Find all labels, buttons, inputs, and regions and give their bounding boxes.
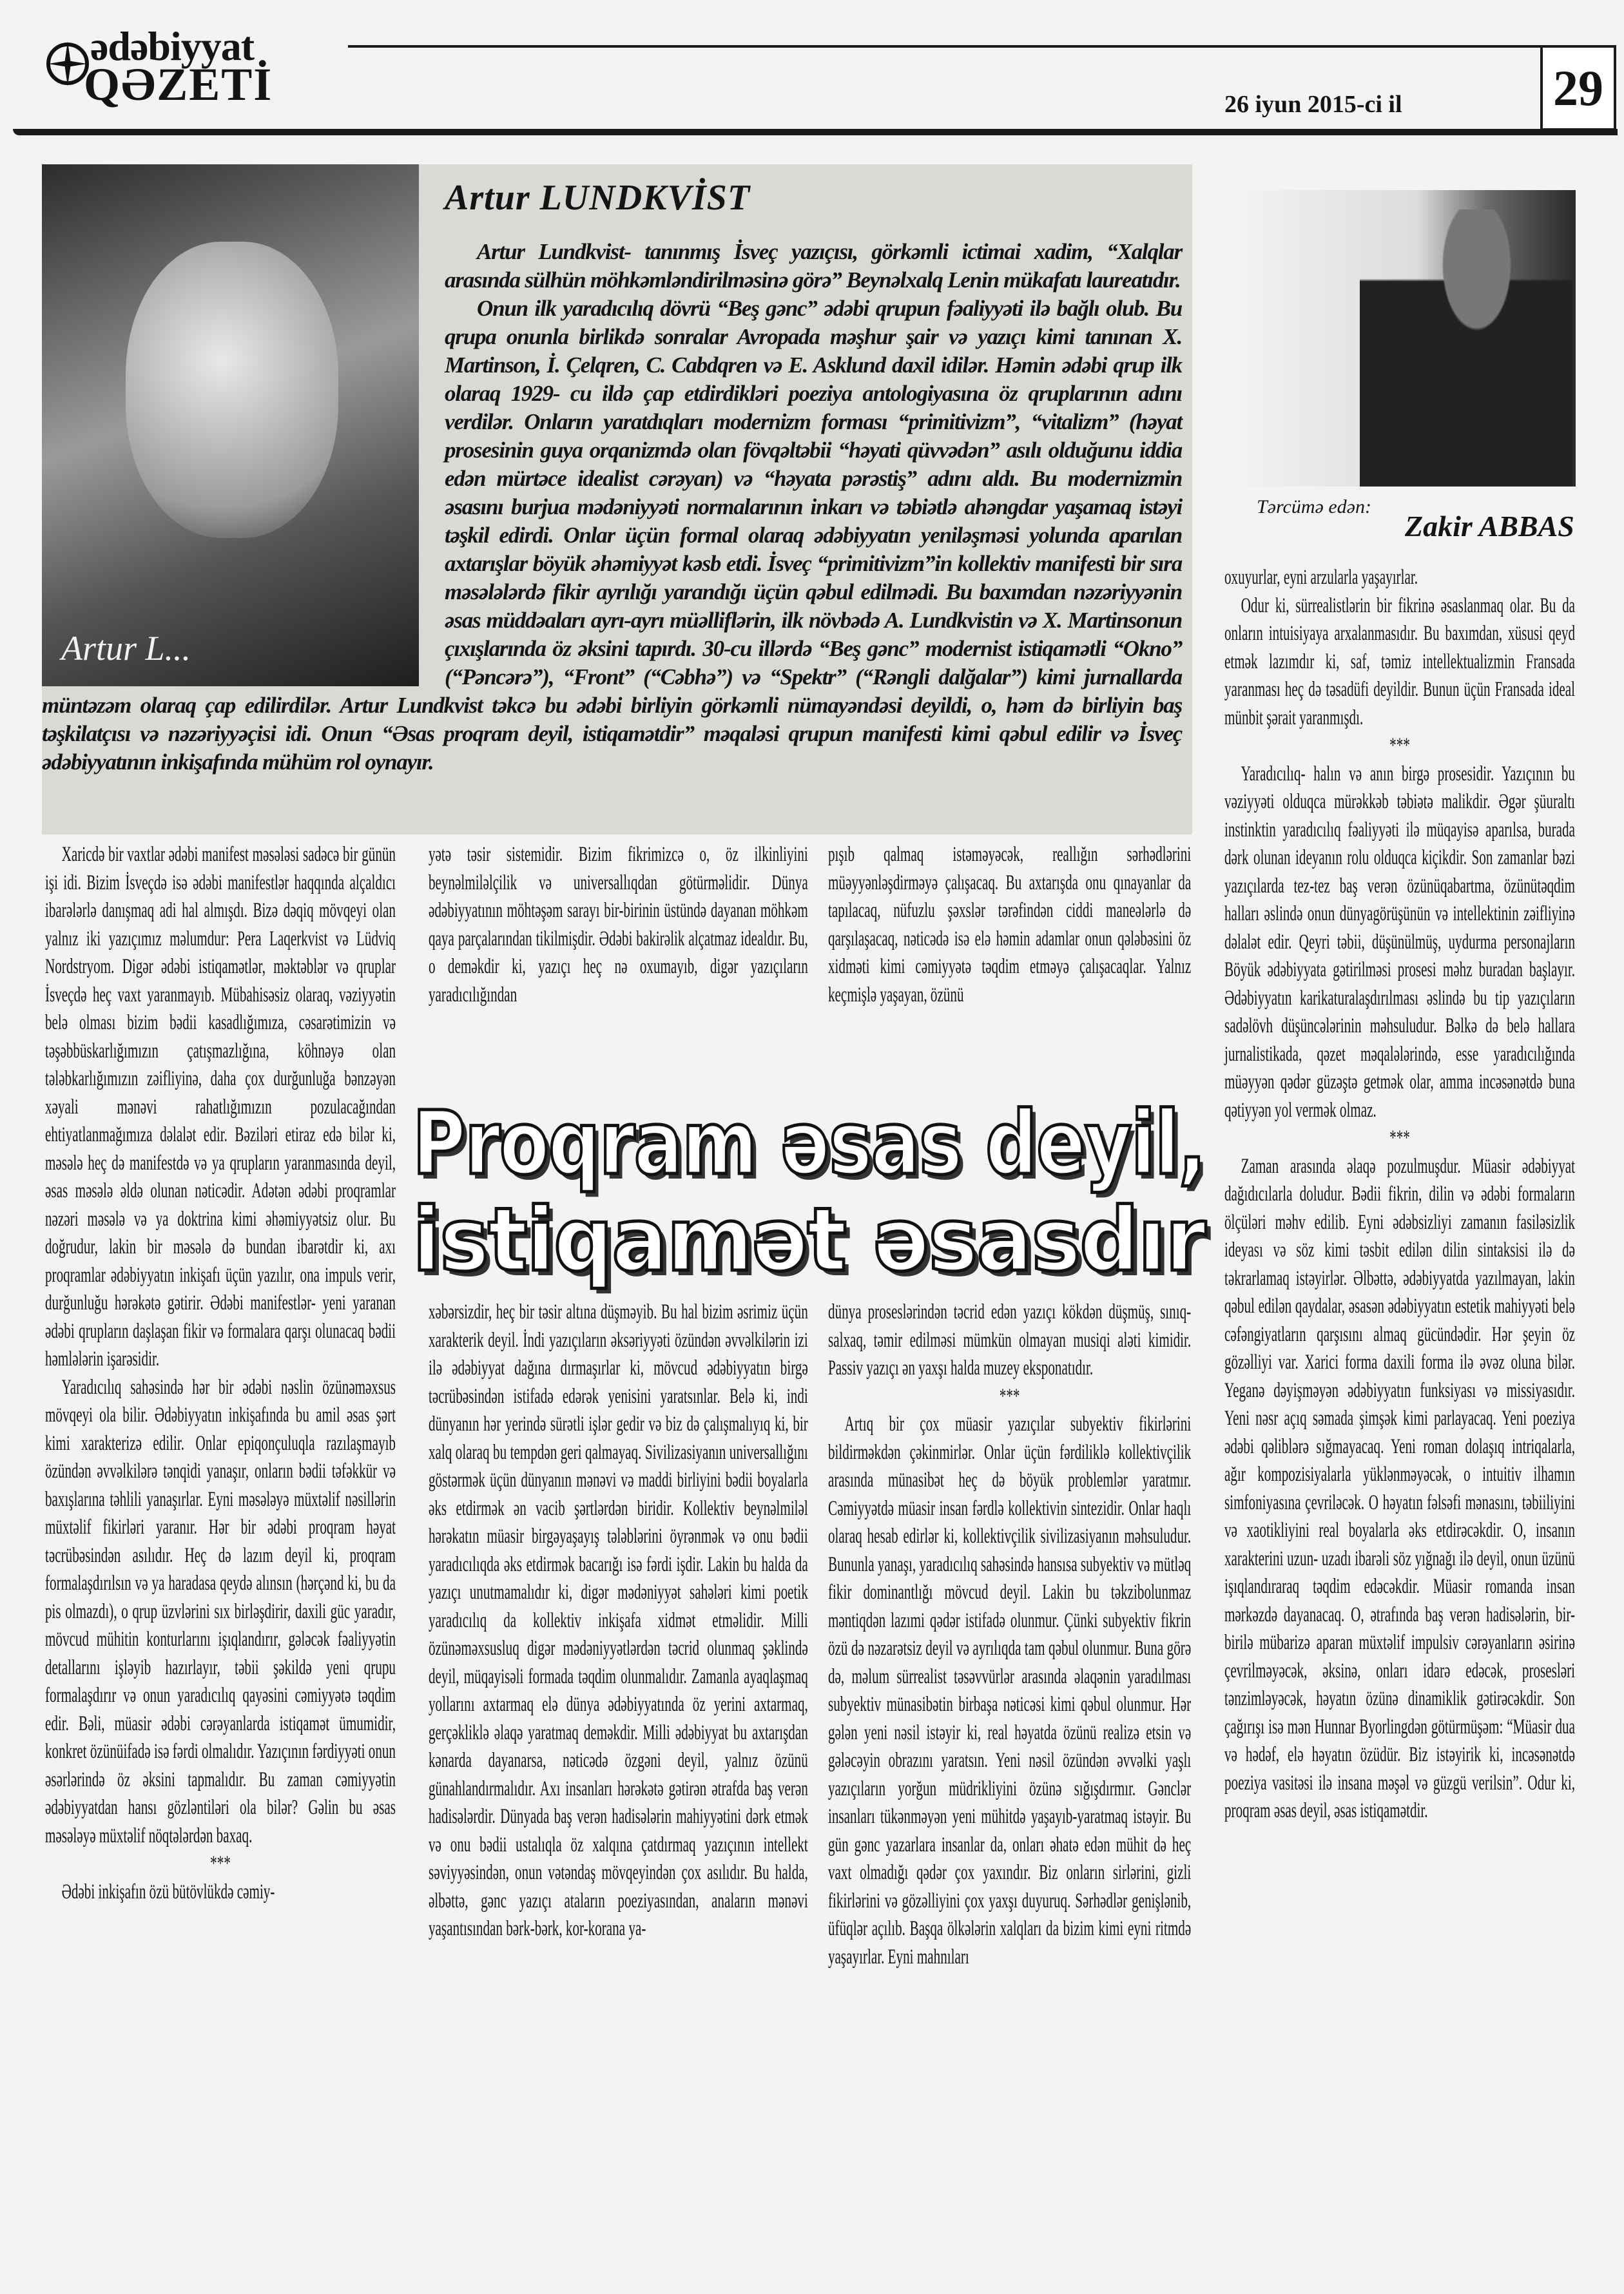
- column-1: [45, 841, 396, 1906]
- column-2-top: [429, 841, 808, 1009]
- logo-line-1: ədəbiyyat: [90, 23, 255, 69]
- title-line-2: istiqamət əsasdır: [412, 1190, 1205, 1291]
- author-signature: Artur L...: [61, 629, 191, 668]
- header-rule-thick: [13, 129, 1618, 135]
- paragraph: Yaradıcılıq- halın və anın birgə prosesidir. Yazıçının bu vəziyyəti olduqca mürəkkəb təbiətə malikdir. Əgər şüuraltı instinktin yaradıcılıq fəaliyyəti ilə müqayisə aparılsa, burada dərk olunan ideyanın rolu olduqca kiçikdir. Son zamanlar bəzi yazıçılarda tez-tez baş verən özünüqabartma, özünütəqdim halları əslində onun dünyagörüşünün və intellektinin zəifliyinə dəlalət edir. Qeyri təbii, düşünülmüş, uydurma personajların Böyük ədəbiyyata gətirilməsi prosesi məhz buradan başlayır. Ədəbiyyatın karikaturalaşdırılması əslində bu tip yazıçıların sadəlövh düşüncələrinin məhsuludur. Bəlkə də belə hallara jurnalistikada, qəzet məqalələrində, esse yaradıcılığında müəyyən qədər güzəştə getmək olar, amma incəsənətdə buna qətiyyən yol vermək olmaz.: [1224, 762, 1575, 1122]
- paragraph: xəbərsizdir, heç bir təsir altına düşməyib. Bu hal bizim əsrimiz üçün xarakterik deyil. İndi yazıçıların əksəriyyəti özündən əvvəlkilərin izi ilə ədəbiyyat dağına dırmaşırlar ki, mövcud ədəbiyyatın birgə təcrübəsindən istifadə edərək yenisini yaratsınlar. Belə ki, indi dünyanın hər yerində sürətli işlər gedir və biz də çalışmalıyıq ki, bir xalq olaraq bu tempdən geri qalmayaq. Sivilizasiyanın universallığını göstərmək üçün dünyanın mənəvi və maddi birliyini bədii boyalarla əks etdirmək ən vacib şərtlərdən biridir. Kollektiv beynəlmiləl hərəkatın müasir birgəyaşayış tələblərini öyrənmək və onu bədii yaradıcılıqda əks etdirmək bacarığı isə fərdi işdir. Lakin bu halda da yazıçı unutmamalıdır ki, digər mədəniyyət sahələri kimi poetik yaradıcılıq da kollektiv inkişafa xidmət etməlidir. Milli özünəməxsusluq digər mədəniyyətlərdən təcrid olunmaq şəklində deyil, müqayisəli formada təqdim olunmalıdır. Zamanla ayaqlaşmaq yollarını axtarmaq elə dünya ədəbiyyatında öz yerini axtarmaq, gerçəkliklə əlaqə yaratmaq deməkdir. Milli ədəbiyyat bu axtarışdan kənarda dayanarsa, nəticədə özgəni deyil, yalnız özünü günahlandırmalıdır. Axı insanları hərəkətə gətirən ətrafda baş verən hadisələrdir. Dünyada baş verən hadisələrin mahiyyətini dərk etmək və onu bədii ustalıqla öz xalqına çatdırmaq yazıçının intellekt səviyyəsindən, onun vətəndaş mövqeyindən çox asılıdır. Bu halda, əlbəttə, gənc yazıçı ataların poeziyasından, anaların mənəvi yaşantısından bərk-bərk, kor-korana ya-: [429, 1300, 808, 1940]
- column-2-bottom: [429, 1298, 808, 1943]
- paragraph: Odur ki, sürrealistlərin bir fikrinə əsaslanmaq olar. Bu da onların intuisiyaya arxalanmasıdır. Bu baxımdan, xüsusi qeyd etmək lazımdır ki, saf, təmiz intellektualizmin Fransada yaranması heç də təsadüfi deyildir. Bunun üçün Fransada ideal münbit şərait yaranmışdı.: [1224, 593, 1575, 729]
- paragraph: pışıb qalmaq istəməyəcək, reallığın sərhədlərini müəyyənləşdirməyə çalışacaq. Bu axtarışda onu qınayanlar da tapılacaq, nüfuzlu şəxslər tərəfindən ciddi maneələrlə də qarşılaşacaq, nəticədə isə elə həmin adamlar onun qələbəsini öz xidməti kimi cəmiyyətə təqdim etməyə çalışacaqlar. Yalnız keçmişlə yaşayan, özünü: [828, 843, 1192, 1007]
- author-photo: [42, 164, 419, 686]
- newspaper-logo: [45, 23, 342, 110]
- intro-box: [42, 164, 1192, 834]
- translator-label: Tərcümə edən:: [1257, 496, 1371, 517]
- header-rule: [348, 45, 1540, 48]
- translator-name: Zakir ABBAS: [1405, 510, 1574, 543]
- section-separator: ***: [999, 1384, 1020, 1408]
- section-separator: ***: [1389, 734, 1410, 757]
- author-face: [126, 242, 338, 538]
- section-separator: ***: [1389, 1126, 1410, 1150]
- title-line-1: Proqram əsas deyil,: [412, 1093, 1205, 1195]
- paragraph: Artıq bir çox müasir yazıçılar subyektiv fikirlərini bildirməkdən çəkinmirlər. Onlar üçün fərdiliklə kollektivçilik arasında münasibət heç də böyük problemlər yaratmır. Cəmiyyətdə müasir insan fərdlə kollektivin sintezidir. Onlar haqlı olaraq hesab edirlər ki, kollektivçilik sivilizasiyanın məhsuludur. Bununla yanaşı, yaradıcılıq sahəsində hansısa subyektiv və mütləq fikir dominantlığı mövcud deyil. Lakin bu təkzibolunmaz məntiqdən lazımi qədər istifadə olunmur. Çünki subyektiv fikrin özü də nəzarətsiz deyil və ayrılıqda tam qəbul olunmur. Buna görə də, məlum sürrealist təsəvvürlər arasında əlaqənin yaradılması subyektiv münasibətin birbaşa nəticəsi kimi qəbul olunmur. Hər gələn yeni nəsil istəyir ki, real həyatda özünü realizə etsin və gələcəyin obrazını yaratsın. Yeni nəsil özündən əvvəlki yaşlı yazıçıların yorğun müdrikliyini özünə sığışdırmır. Gənclər insanları tükənməyən yeni mühitdə yaşayıb-yaratmaq istəyir. Bu gün gənc yazarlara insanlar da, onları əhatə edən mühit də heç vaxt olmadığı qədər çox yaxındır. Biz onların sirlərini, gizli fikirlərini və gözəlliyini çox yaxşı duyuruq. Sərhədlər genişlənib, üfüqlər açılıb. Başqa ölkələrin xalqları da bizim kimi eyni ritmdə yaşayırlar. Eyni mahnıları: [828, 1412, 1192, 1969]
- column-3-top: [828, 841, 1191, 1009]
- paragraph: oxuyurlar, eyni arzularla yaşayırlar.: [1224, 566, 1418, 589]
- intro-paragraph: Artur Lundkvist- tanınmış İsveç yazıçısı, görkəmli ictimai xadim, “Xalqlar arasında sülhün möhkəmləndirilməsinə görə” Beynəlxalq Lenin mükafatı laureatıdır.: [445, 239, 1182, 293]
- translator-figure: [1360, 209, 1572, 487]
- article-title: [412, 1095, 1205, 1289]
- translator-photo: [1224, 190, 1576, 487]
- column-4: [1224, 564, 1575, 1826]
- page-number: 29: [1540, 45, 1616, 131]
- issue-date: 26 iyun 2015-ci il: [1224, 91, 1402, 118]
- logo-line-2: QƏZETİ: [84, 59, 273, 110]
- paragraph: Ədəbi inkişafın özü bütövlükdə cəmiy-: [61, 1880, 275, 1904]
- author-name: Artur LUNDKVİST: [445, 178, 751, 218]
- paragraph: yətə təsir sistemidir. Bizim fikrimizcə o, öz ilkinliyini beynəlmiləlçilik və universallıqdan götürməlidir. Dünya ədəbiyyatının möhtəşəm sarayı bir-birinin üstündə dayanan möhkəm qaya parçalarından tikilmişdir. Ədəbi bakirəlik alçatmaz idealdır. Bu, o deməkdir ki, yazıçı heç nə oxumayıb, digər yazıçıların yaradıcılığından: [429, 843, 808, 1007]
- paragraph: Zaman arasında əlaqə pozulmuşdur. Müasir ədəbiyyat dağıdıcılarla doludur. Bədii fikrin, dilin və ədəbi formaların ölçüləri məhv edilib. Eyni ədəbsizliyi zamanın fasiləsizlik ideyası və söz kimi təsbit edilən dilin sintaksisi ilə də təkrarlamaq istəyirlər. Əlbəttə, ədəbiyyatda yazılmayan, lakin qəbul edilən qaydalar, əsasən ədəbiyyatın estetik mahiyyəti belə cəfəngiyatların qarşısını almaq gücündədir. Hər şeyin öz gözəlliyi var. Xarici forma daxili forma ilə əvəz oluna bilər. Yeganə dəyişməyən ədəbiyyatın funksiyası və missiyasıdır. Yeni nəsr açıq səmada şimşək kimi parlayacaq. Yeni poeziya ədəbi qəliblərə sığmayacaq. Yeni roman dolaşıq intriqalarla, ağır kompozisiyalarla yüklənməyəcək, o intuitiv ilhamın simfoniyasına çevriləcək. O həyatın fəlsəfi mənasını, təbiiliyini və xaotikliyini real boyalarla əks etdirəcəkdir. O, insanın xarakterini uzun- uzadı ibarəli söz yığnağı ilə deyil, onun üzünü işıqlandıraraq təqdim edəcəkdir. Müasir romanda insan mərkəzdə dayanacaq. O, ətrafında baş verən hadisələrin, bir-birilə mübarizə aparan müxtəlif impulsiv cərəyanların əsirinə çevrilməyəcək, əksinə, onları idarə edəcək, prosesləri tənzimləyəcək, həyatın özünə dinamiklik gətirəcəkdir. Son çağırışı isə mən Hunnar Byorlingdən götürmüşəm: “Müasir dua və hədəf, elə həyatın özüdür. Biz istəyirik ki, incəsənətdə poeziya vasitəsi ilə insana məşəl və güzgü verilsin”. Odur ki, proqram əsas deyil, əsas istiqamətdir.: [1224, 1154, 1575, 1822]
- paragraph: Xaricdə bir vaxtlar ədəbi manifest məsələsi sadəcə bir günün işi idi. Bizim İsveçdə isə ədəbi manifestlər haqqında alçaldıcı ibarələrlə danışmaq adi hal almışdı. Bizə dəqiq mövqeyi olan yalnız iki yazıçımız məlumdur: Pera Laqerkvist və Lüdviq Nordstryom. Digər ədəbi istiqamətlər, məktəblər və qruplar İsveçdə heç vaxt yaranmayıb. Mübahisəsiz olaraq, vəziyyətin belə olması bizim bədii kasadlığımıza, cəsarətimizin və təşəbbüskarlığımızın çatışmazlığına, köhnəyə olan tələbkarlığımızın zəifliyinə, daha çox durğunluğa bənzəyən xəyali mənəvi rahatlığımızın pozulacağından ehtiyatlanmağımıza dəlalət edir. Bəziləri etiraz edə bilər ki, məsələ heç də manifestdə və ya qrupların yaranmasında deyil, əsas məsələ əldə olunan nəticədir. Adətən ədəbi proqramlar nəzəri məsələ və ya doktrina kimi əhəmiyyətsiz olur. Bu doğrudur, lakin bir məsələ də bundan ibarətdir ki, axı proqramlar ədəbiyyatın inkişafı üçün yazılır, ona impuls verir, durğunluğu hərəkətə gətirir. Ədəbi manifestlər- yeni yaranan ədəbi qrupların daşlaşan fikir və formalara qarşı olunacaq bədii həmlələrin işarəsidir.: [45, 843, 396, 1371]
- section-separator: ***: [210, 1852, 231, 1875]
- paragraph: Yaradıcılıq sahəsində hər bir ədəbi nəslin özünəməxsus mövqeyi ola bilir. Ədəbiyyatın inkişafında bu amil əsas şərt kimi xarakterizə edilir. Onlar epiqonçuluqla razılaşmayıb özündən əvvəlkilərə tənqidi yanaşır, onların bədii təfəkkür və baxışlarına təhlili yanaşırlar. Eyni məsələyə müxtəlif nəsillərin müxtəlif fikirləri yaranır. Hər bir ədəbi proqram həyat təcrübəsindən asılıdır. Heç də lazım deyil ki, proqram formalaşdırılsın və ya haradasa qeydə alınsın (hərçənd ki, bu da pis olmazdı), o qrup üzvlərini sıx birləşdirir, daxili güc yaradır, mövcud mühitin konturlarını işıqlandırır, gələcək fəaliyyətin detallarını işləyib hazırlayır, təbii şəkildə yeni qrupu formalaşdırır və onun yaradıcılıq qayəsini cəmiyyətə təqdim edir. Bəli, müasir ədəbi cərəyanlarda istiqamət ümumidir, konkret özünüifadə isə fərdi olmalıdır. Yazıçının fərdiyyəti onun əsərlərində öz əksini tapmalıdır. Bu zaman cəmiyyətin ədəbiyyatdan hansı gözləntiləri ola bilər? Gəlin bu əsas məsələyə müxtəlif nöqtələrdən baxaq.: [45, 1375, 396, 1847]
- paragraph: dünya proseslərindən təcrid edən yazıçı kökdən düşmüş, sınıq-salxaq, təmir edilməsi mümkün olmayan musiqi aləti kimidir. Passiv yazıçı ən yaxşı halda muzey eksponatıdır.: [828, 1300, 1192, 1380]
- intro-paragraph: Onun ilk yaradıcılıq dövrü “Beş gənc” ədəbi qrupun fəaliyyəti ilə bağlı olub. Bu qrupa onunla birlikdə sonralar Avropada məşhur şair və yazıçı kimi tanınan X. Martinson, İ. Çelqren, C. Cabdqren və E. Asklund daxil idilər. Həmin ədəbi qrup ilk olaraq 1929- cu ildə çap etdirdikləri poeziya antologiyasına öz qruplarının adını verdilər. Onların yaratdıqları modernizm forması “primitivizm”, “vitalizm” (həyat prosesinin guya orqanizmdə olan fövqəltəbii “həyati qüvvədən” asılı olduğunu iddia edən mürtəce idealist cərəyan) və “həyata pərəstiş” adını aldı. Bu modernizmin əsasını burjua mədəniyyəti normalarının inkarı və təbiətlə ahəngdar yaşamaq istəyi təşkil edirdi. Onlar üçün formal olaraq ədəbiyyatın yeniləşməsi yolunda aparılan axtarışlar böyük əhəmiyyət kəsb etdi. İsveç “primitivizm”in kollektiv manifesti bir sıra məsələlərdə fikir ayrılığı yarandığı üçün qəbul edilmədi. Bu baxımdan nəzəriyyənin əsas müddəaları ayrı-ayrı müəlliflərin, ilk növbədə A. Lundkvistin və X. Martinsonun çıxışlarında öz əksini tapırdı. 30-cu illərdə “Beş gənc” modernist istiqamətli “Okno” (“Pəncərə”), “Front” (“Cəbhə”) və “Spektr” (“Rəngli dalğalar”) kimi jurnallarda müntəzəm olaraq çap edilirdilər. Artur Lundkvist təkcə bu ədəbi birliyin görkəmli nümayəndəsi deyildi, o, həm də birliyin baş təşkilatçısı və nəzəriyyəçisi idi. Onun “Əsas proqram deyil, istiqamətdir” məqaləsi qrupun manifesti kimi qəbul edilir və İsveç ədəbiyyatının inkişafında mühüm rol oynayır.: [42, 296, 1182, 775]
- column-3-bottom: [828, 1298, 1191, 1971]
